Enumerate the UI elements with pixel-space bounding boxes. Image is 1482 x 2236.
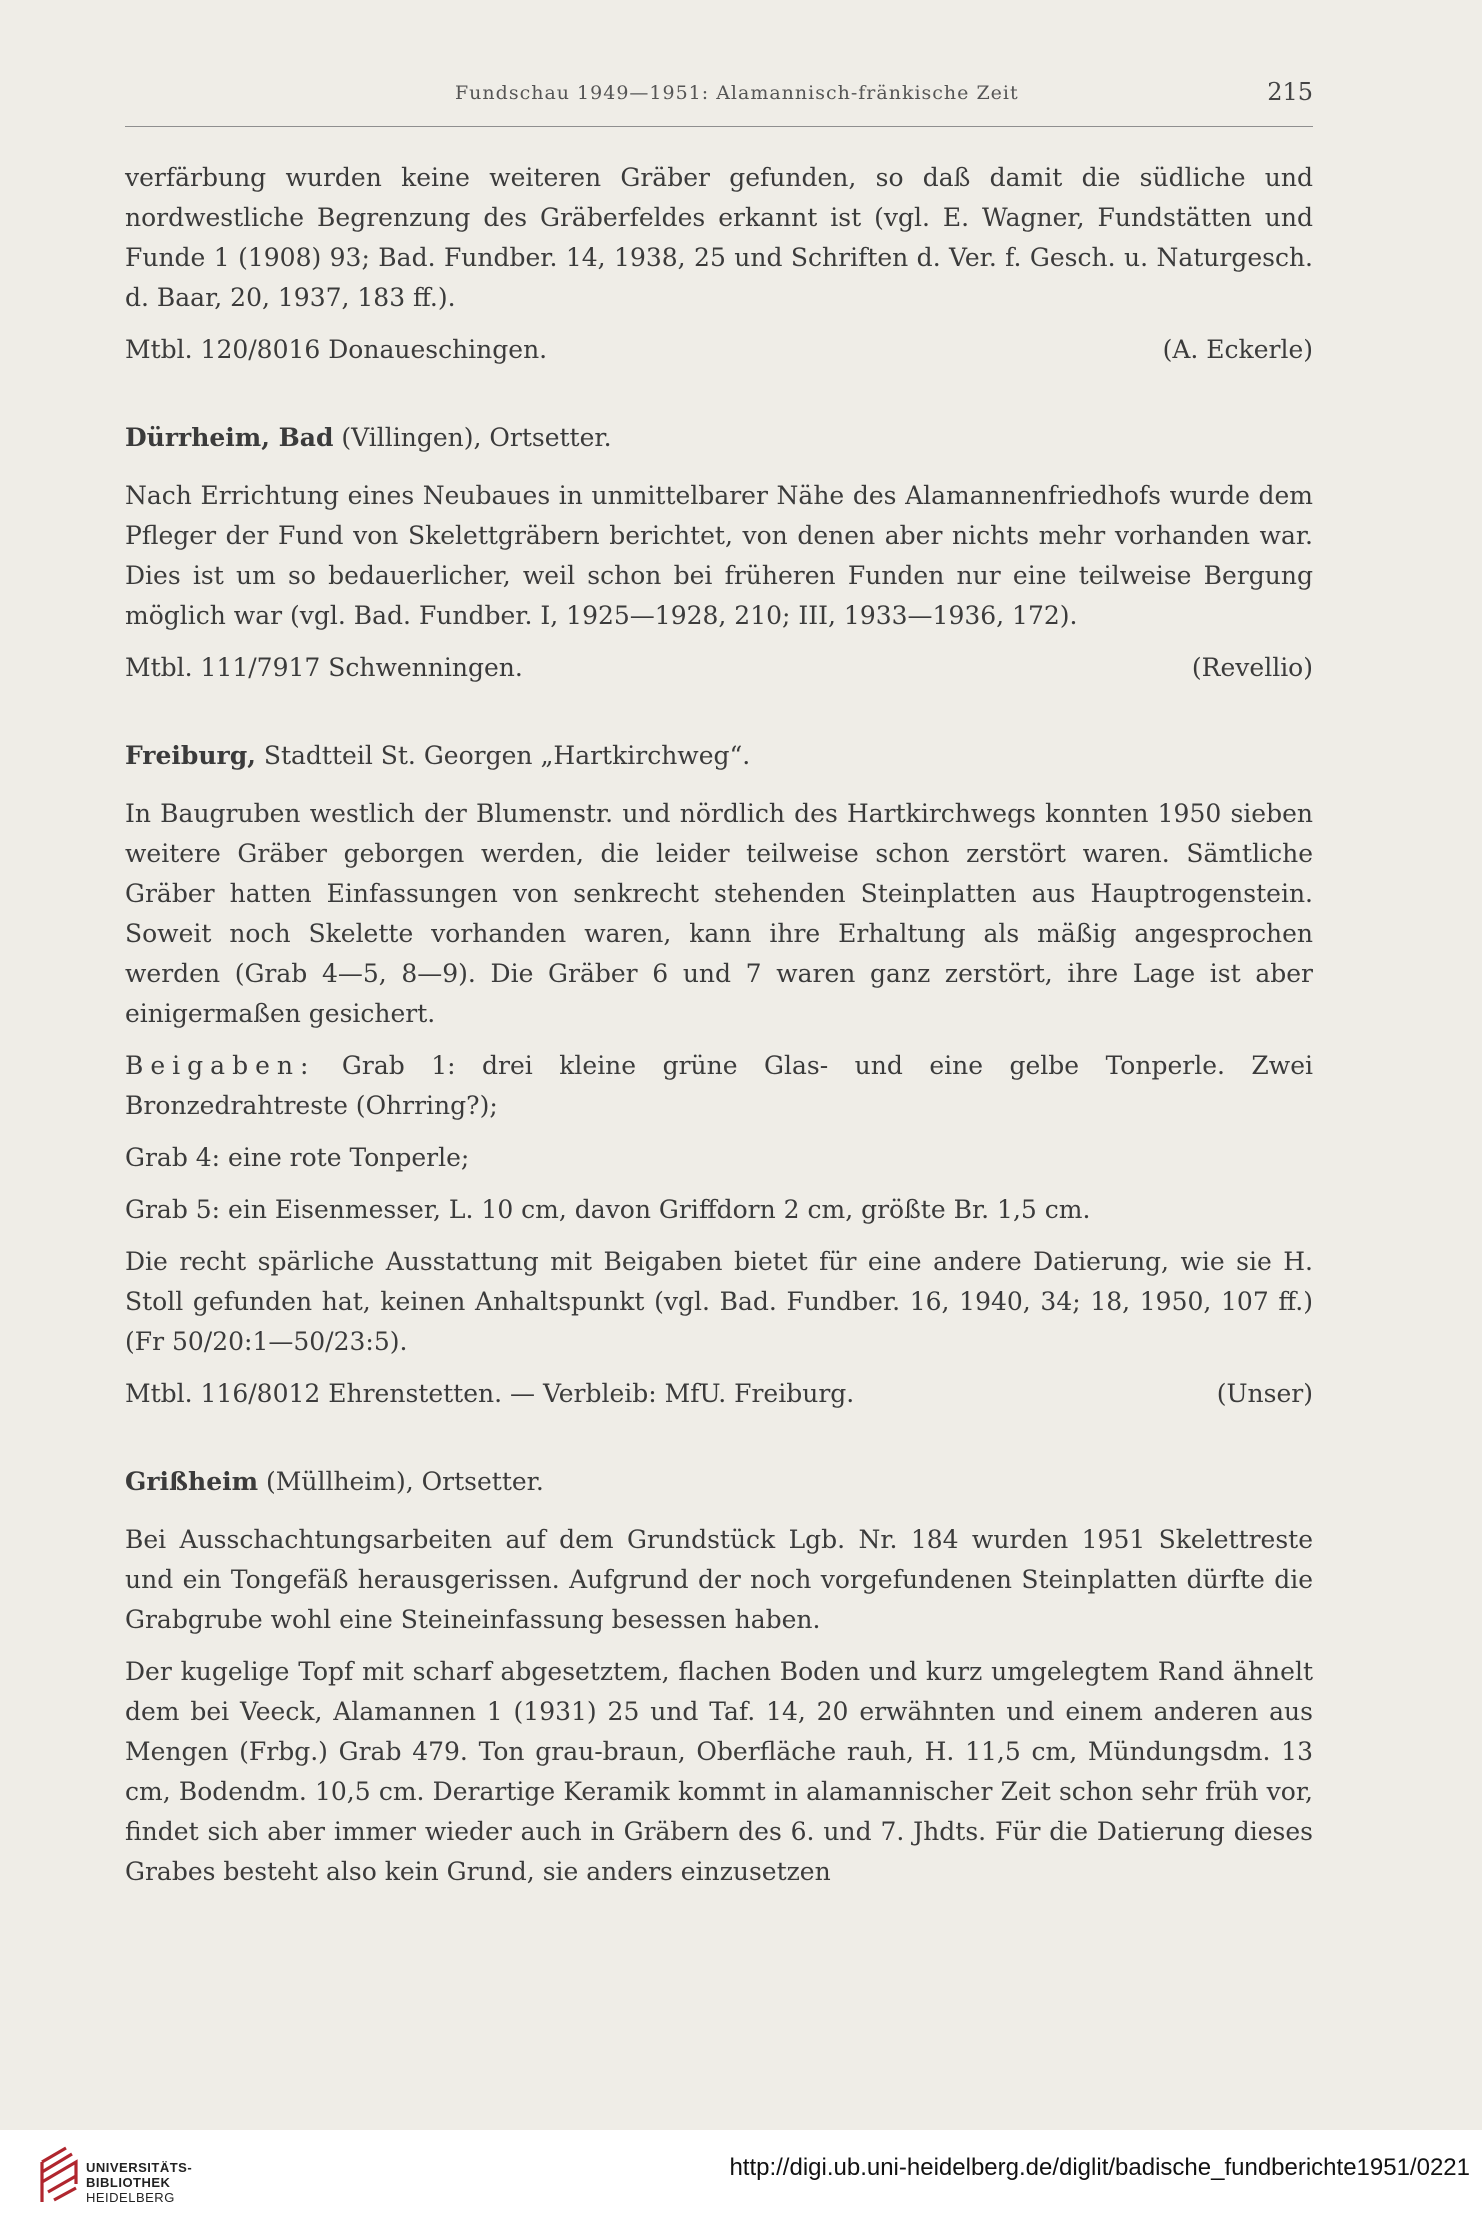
place-detail: (Villingen), Ortsetter. [333, 423, 612, 452]
body-paragraph: Bei Ausschachtungsarbeiten auf dem Grundstück Lgb. Nr. 184 wurden 1951 Skelettreste und ein Tongefäß herausgerissen. Aufgrund der noch vorgefundenen Steinplatten dürfte die Grabgrube wohl eine Steineinfassung besessen haben. [125, 1525, 1313, 1634]
map-reference: Mtbl. 116/8012 Ehrenstetten. — Verbleib: MfU. Freiburg. [125, 1379, 855, 1408]
body-paragraph: In Baugruben westlich der Blumenstr. und nördlich des Hartkirchwegs konnten 1950 sieben weitere Gräber geborgen werden, die leider teilweise schon zerstört waren. Sämtliche Gräber hatten Einfassungen von senkrecht stehenden Steinplatten aus Hauptrogenstein. Soweit noch Skelette vorhanden waren, kann ihre Erhaltung als mäßig angesprochen werden (Grab 4—5, 8—9). Die Gräber 6 und 7 waren ganz zerstört, ihre Lage ist aber einigermaßen gesichert. [125, 799, 1313, 1028]
body-paragraph: Nach Errichtung eines Neubaues in unmittelbarer Nähe des Alamannenfriedhofs wurde dem Pfleger der Fund von Skelettgräbern berichtet, von denen aber nichts mehr vorhanden war. Dies ist um so bedauerlicher, weil schon bei früheren Funden nur eine teilweise Bergung möglich war (vgl. Bad. Fundber. I, 1925—1928, 210; III, 1933—1936, 172). [125, 481, 1313, 630]
logo-line: BIBLIOTHEK [86, 2175, 171, 2190]
grave-5-paragraph: Grab 5: ein Eisenmesser, L. 10 cm, davon Griffdorn 2 cm, größte Br. 1,5 cm. [125, 1195, 1091, 1224]
citation-line [125, 648, 1313, 688]
body-paragraph: Der kugelige Topf mit scharf abgesetztem, flachen Boden und kurz umgelegtem Rand ähnelt dem bei Veeck, Alamannen 1 (1931) 25 und Taf. 14, 20 erwähnten und einem anderen aus Mengen (Frbg.) Grab 479. Ton grau-braun, Oberfläche rauh, H. 11,5 cm, Mündungsdm. 13 cm, Bodendm. 10,5 cm. Derartige Keramik kommt in alamannischer Zeit schon sehr früh vor, findet sich aber immer wieder auch in Gräbern des 6. und 7. Jhdts. Für die Datierung dieses Grabes besteht also kein Grund, sie anders einzusetzen [125, 1657, 1313, 1886]
section-heading-duerrheim [125, 418, 1313, 458]
source-url-link[interactable]: http://digi.ub.uni-heidelberg.de/diglit/badische_fundberichte1951/0221 [729, 2154, 1470, 2181]
library-logo-icon [38, 2144, 80, 2208]
place-name: Freiburg, [125, 741, 256, 770]
grave-goods-label: Beigaben: [125, 1051, 316, 1080]
place-detail: Stadtteil St. Georgen „Hartkirchweg“. [255, 741, 751, 770]
running-title: Fundschau 1949—1951: Alamannisch-fränkische Zeit [455, 82, 1019, 104]
section-heading-freiburg [125, 736, 1313, 776]
citation-line [125, 330, 1313, 370]
place-name: Grißheim [125, 1467, 259, 1496]
page-number: 215 [1267, 78, 1313, 106]
digitization-footer [0, 2130, 1482, 2236]
map-reference: Mtbl. 120/8016 Donaueschingen. [125, 335, 548, 364]
section-heading-grissheim [125, 1462, 1313, 1502]
author-credit: (Unser) [1216, 1379, 1313, 1408]
running-header [125, 78, 1313, 127]
intro-paragraph: verfärbung wurden keine weiteren Gräber gefunden, so daß damit die südliche und nordwestliche Begrenzung des Gräberfeldes erkannt ist (vgl. E. Wagner, Fundstätten und Funde 1 (1908) 93; Bad. Fundber. 14, 1938, 25 und Schriften d. Ver. f. Gesch. u. Naturgesch. d. Baar, 20, 1937, 183 ff.). [125, 163, 1313, 312]
grave-4-paragraph: Grab 4: eine rote Tonperle; [125, 1143, 470, 1172]
author-credit: (A. Eckerle) [1162, 335, 1313, 364]
article-body [125, 158, 1313, 1892]
grave-goods-paragraph [125, 1046, 1313, 1126]
map-reference: Mtbl. 111/7917 Schwenningen. [125, 653, 523, 682]
library-logo-text [86, 2160, 192, 2205]
place-detail: (Müllheim), Ortsetter. [258, 1467, 544, 1496]
author-credit: (Revellio) [1191, 653, 1313, 682]
grave-goods-text: Grab 1: drei kleine grüne Glas- und eine gelbe Tonperle. Zwei Bronzedrahtreste (Ohrring?); [125, 1051, 1313, 1120]
citation-line [125, 1374, 1313, 1414]
logo-line: HEIDELBERG [86, 2190, 175, 2205]
body-paragraph: Die recht spärliche Ausstattung mit Beigaben bietet für eine andere Datierung, wie sie H. Stoll gefunden hat, keinen Anhaltspunkt (vgl. Bad. Fundber. 16, 1940, 34; 18, 1950, 107 ff.) (Fr 50/20:1—50/23:5). [125, 1247, 1313, 1356]
place-name: Dürrheim, Bad [125, 423, 334, 452]
logo-line: UNIVERSITÄTS- [86, 2160, 193, 2175]
